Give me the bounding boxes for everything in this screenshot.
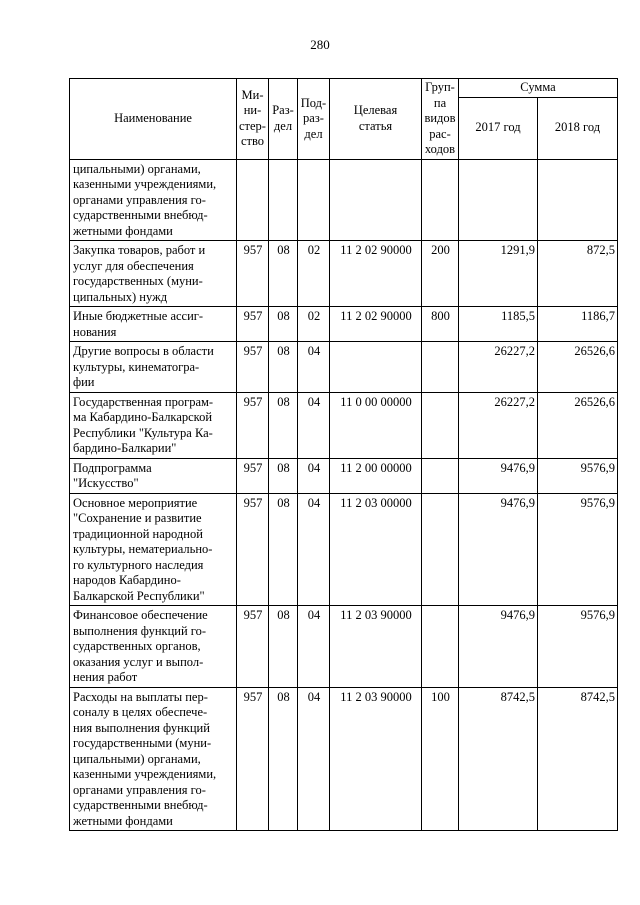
row-subsection: 04 bbox=[298, 606, 330, 688]
header-ministry: Ми- ни- стер- ство bbox=[237, 79, 269, 160]
header-sum: Сумма bbox=[459, 79, 618, 98]
row-target: 11 2 03 90000 bbox=[330, 606, 422, 688]
row-subsection bbox=[298, 159, 330, 241]
row-amount-2018: 9576,9 bbox=[538, 606, 618, 688]
row-ministry: 957 bbox=[237, 458, 269, 493]
table-row bbox=[70, 687, 618, 831]
row-expense-group bbox=[422, 493, 459, 606]
row-ministry bbox=[237, 159, 269, 241]
row-target: 11 2 03 90000 bbox=[330, 687, 422, 831]
row-amount-2017: 1291,9 bbox=[459, 241, 538, 307]
row-subsection: 04 bbox=[298, 392, 330, 458]
row-amount-2018: 872,5 bbox=[538, 241, 618, 307]
header-year-2018: 2018 год bbox=[538, 97, 618, 159]
table-row bbox=[70, 392, 618, 458]
row-ministry: 957 bbox=[237, 392, 269, 458]
row-target: 11 2 02 90000 bbox=[330, 307, 422, 342]
row-ministry: 957 bbox=[237, 342, 269, 393]
row-amount-2017: 1185,5 bbox=[459, 307, 538, 342]
row-expense-group: 800 bbox=[422, 307, 459, 342]
header-year-2017: 2017 год bbox=[459, 97, 538, 159]
table-row bbox=[70, 606, 618, 688]
row-target bbox=[330, 159, 422, 241]
row-amount-2018: 26526,6 bbox=[538, 392, 618, 458]
row-expense-group bbox=[422, 392, 459, 458]
row-amount-2018: 8742,5 bbox=[538, 687, 618, 831]
row-amount-2017: 26227,2 bbox=[459, 342, 538, 393]
row-expense-group bbox=[422, 458, 459, 493]
row-amount-2018 bbox=[538, 159, 618, 241]
row-target: 11 2 00 00000 bbox=[330, 458, 422, 493]
row-ministry: 957 bbox=[237, 493, 269, 606]
header-expense-group: Груп- па видов рас- ходов bbox=[422, 79, 459, 160]
row-amount-2017: 26227,2 bbox=[459, 392, 538, 458]
row-amount-2018: 9576,9 bbox=[538, 493, 618, 606]
row-name: Расходы на выплаты пер- соналу в целях обеспече- ния выполнения функций государственными (муни- ципальными) органами, казенными учреждениями, органами управления го- сударственными внебюд- жетными фондами bbox=[70, 687, 237, 831]
row-section: 08 bbox=[269, 342, 298, 393]
row-target: 11 0 00 00000 bbox=[330, 392, 422, 458]
row-expense-group: 100 bbox=[422, 687, 459, 831]
row-name: Закупка товаров, работ и услуг для обеспечения государственных (муни- ципальных) нужд bbox=[70, 241, 237, 307]
header-target: Целевая статья bbox=[330, 79, 422, 160]
row-expense-group bbox=[422, 159, 459, 241]
row-amount-2017: 9476,9 bbox=[459, 493, 538, 606]
table-row bbox=[70, 342, 618, 393]
table-row bbox=[70, 241, 618, 307]
row-subsection: 04 bbox=[298, 342, 330, 393]
row-ministry: 957 bbox=[237, 687, 269, 831]
table-row bbox=[70, 493, 618, 606]
row-target: 11 2 02 90000 bbox=[330, 241, 422, 307]
row-section: 08 bbox=[269, 307, 298, 342]
row-amount-2018: 1186,7 bbox=[538, 307, 618, 342]
row-ministry: 957 bbox=[237, 606, 269, 688]
table-row bbox=[70, 458, 618, 493]
row-name: Другие вопросы в области культуры, кинематогра- фии bbox=[70, 342, 237, 393]
row-target: 11 2 03 00000 bbox=[330, 493, 422, 606]
row-section: 08 bbox=[269, 493, 298, 606]
row-subsection: 04 bbox=[298, 458, 330, 493]
header-subsection: Под- раз- дел bbox=[298, 79, 330, 160]
row-name: Подпрограмма "Искусство" bbox=[70, 458, 237, 493]
table-row bbox=[70, 159, 618, 241]
row-section: 08 bbox=[269, 606, 298, 688]
budget-table bbox=[69, 78, 618, 831]
row-amount-2017: 9476,9 bbox=[459, 458, 538, 493]
row-name: Финансовое обеспечение выполнения функций го- сударственных органов, оказания услуг и выпол- нения работ bbox=[70, 606, 237, 688]
row-expense-group bbox=[422, 606, 459, 688]
row-ministry: 957 bbox=[237, 307, 269, 342]
row-section: 08 bbox=[269, 392, 298, 458]
row-section: 08 bbox=[269, 458, 298, 493]
row-amount-2017: 8742,5 bbox=[459, 687, 538, 831]
header-name: Наименование bbox=[70, 79, 237, 160]
row-name: Иные бюджетные ассиг- нования bbox=[70, 307, 237, 342]
page-number: 280 bbox=[310, 37, 330, 52]
row-ministry: 957 bbox=[237, 241, 269, 307]
row-amount-2018: 9576,9 bbox=[538, 458, 618, 493]
row-section: 08 bbox=[269, 241, 298, 307]
row-section: 08 bbox=[269, 687, 298, 831]
row-target bbox=[330, 342, 422, 393]
row-name: Государственная програм- ма Кабардино-Балкарской Республики "Культура Ка- бардино-Балкарии" bbox=[70, 392, 237, 458]
row-expense-group bbox=[422, 342, 459, 393]
row-subsection: 02 bbox=[298, 307, 330, 342]
row-amount-2018: 26526,6 bbox=[538, 342, 618, 393]
row-section bbox=[269, 159, 298, 241]
row-name: Основное мероприятие "Сохранение и развитие традиционной народной культуры, нематериально- го культурного наследия народов Кабардино- Балкарской Республики" bbox=[70, 493, 237, 606]
row-expense-group: 200 bbox=[422, 241, 459, 307]
row-name: ципальными) органами, казенными учреждениями, органами управления го- сударственными внебюд- жетными фондами bbox=[70, 159, 237, 241]
row-amount-2017 bbox=[459, 159, 538, 241]
header-section: Раз- дел bbox=[269, 79, 298, 160]
row-subsection: 04 bbox=[298, 687, 330, 831]
row-subsection: 02 bbox=[298, 241, 330, 307]
table-row bbox=[70, 307, 618, 342]
row-amount-2017: 9476,9 bbox=[459, 606, 538, 688]
row-subsection: 04 bbox=[298, 493, 330, 606]
